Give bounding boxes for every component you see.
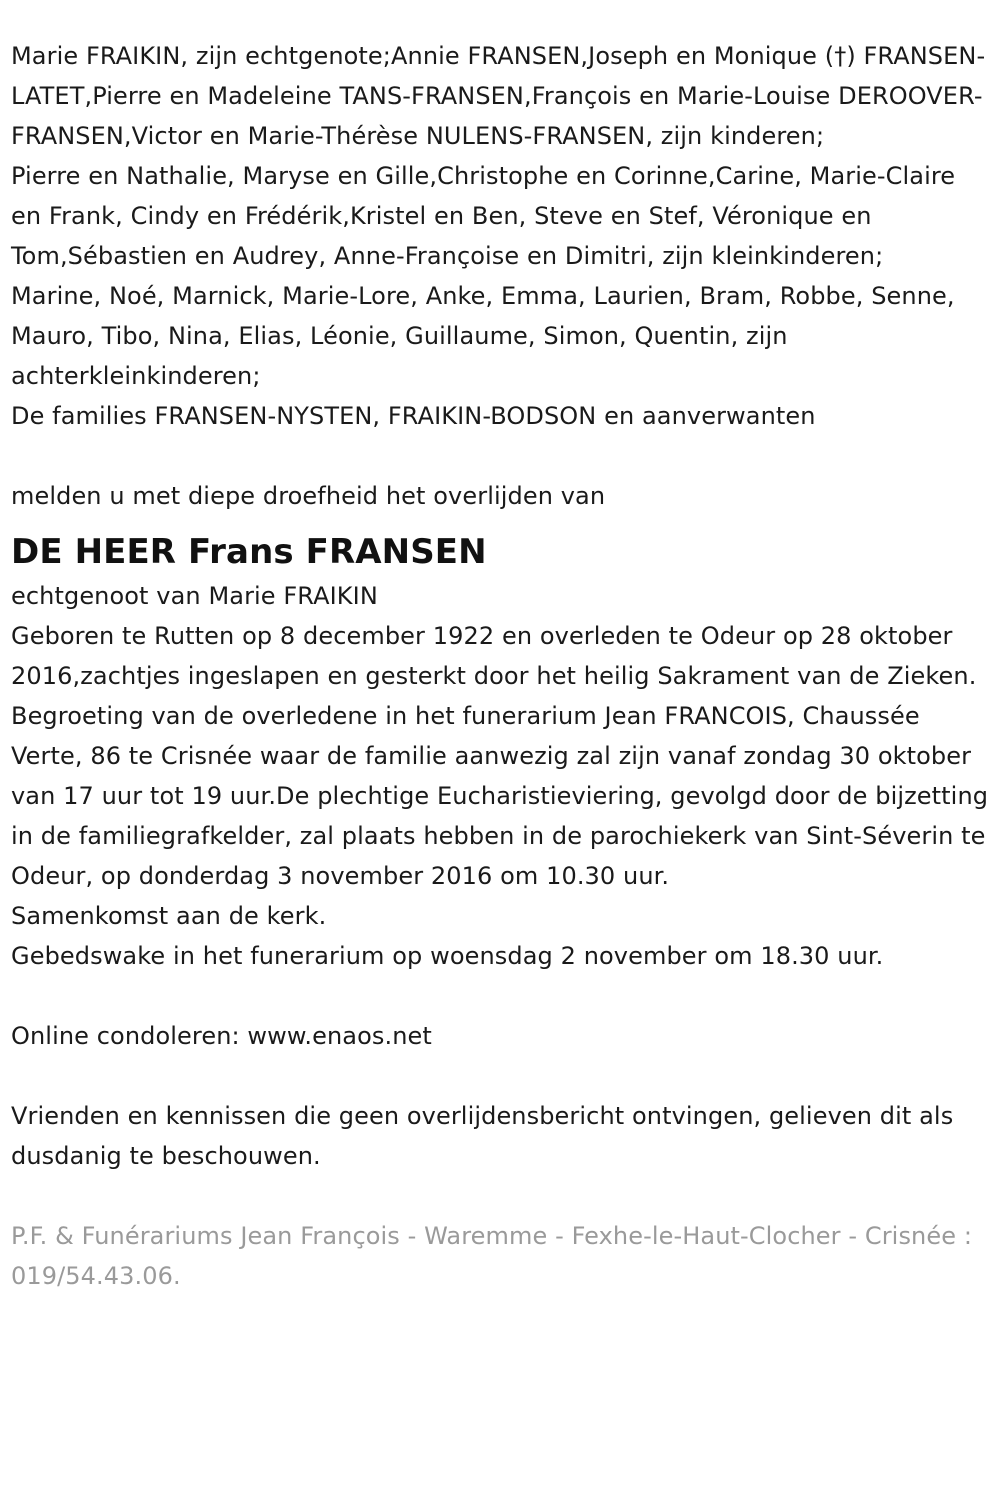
spacer xyxy=(11,1056,990,1096)
spacer xyxy=(11,436,990,476)
ceremony-details: Begroeting van de overledene in het funerarium Jean FRANCOIS, Chaussée Verte, 86 te Crisnée waar de familie aanwezig zal zijn vanaf zondag 30 oktober van 17 uur tot 19 uur.De plechtige Eucharistieviering, gevolgd door de bijzetting in de familiegrafkelder, zal plaats hebben in de parochiekerk van Sint-Séverin te Odeur, op donderdag 3 november 2016 om 10.30 uur. xyxy=(11,702,989,890)
friends-note: Vrienden en kennissen die geen overlijdensbericht ontvingen, gelieven dit als dusdanig te beschouwen. xyxy=(11,1102,954,1170)
online-condolences: Online condoleren: www.enaos.net xyxy=(11,1022,432,1050)
family-grandchildren: Pierre en Nathalie, Maryse en Gille,Christophe en Corinne,Carine, Marie-Claire en Frank, Cindy en Frédérik,Kristel en Ben, Steve en Stef, Véronique en Tom,Sébastien en Audrey, Anne-Françoise en Dimitri, zijn kleinkinderen; xyxy=(11,162,956,270)
family-relatives: De families FRANSEN-NYSTEN, FRAIKIN-BODSON en aanverwanten xyxy=(11,402,816,430)
funeral-home-footer: P.F. & Funérariums Jean François - Waremme - Fexhe-le-Haut-Clocher - Crisnée : 019/54.43.06. xyxy=(11,1222,973,1290)
vigil-line: Gebedswake in het funerarium op woensdag 2 november om 18.30 uur. xyxy=(11,942,884,970)
gathering-line: Samenkomst aan de kerk. xyxy=(11,902,327,930)
family-great-grandchildren: Marine, Noé, Marnick, Marie-Lore, Anke, Emma, Laurien, Bram, Robbe, Senne, Mauro, Tibo, Nina, Elias, Léonie, Guillaume, Simon, Quentin, zijn achterkleinkinderen; xyxy=(11,282,955,390)
birth-death-line: Geboren te Rutten op 8 december 1922 en overleden te Odeur op 28 oktober 2016,zachtjes ingeslapen en gesterkt door het heilig Sakrament van de Zieken. xyxy=(11,622,977,690)
spacer xyxy=(11,976,990,1016)
deceased-name: DE HEER Frans FRANSEN xyxy=(11,532,487,572)
family-children: Marie FRAIKIN, zijn echtgenote;Annie FRANSEN,Joseph en Monique (†) FRANSEN-LATET,Pierre en Madeleine TANS-FRANSEN,François en Marie-Louise DEROOVER-FRANSEN,Victor en Marie-Thérèse NULENS-FRANSEN, zijn kinderen; xyxy=(11,42,986,150)
spouse-line: echtgenoot van Marie FRAIKIN xyxy=(11,582,378,610)
announcement-text: melden u met diepe droefheid het overlijden van xyxy=(11,482,606,510)
